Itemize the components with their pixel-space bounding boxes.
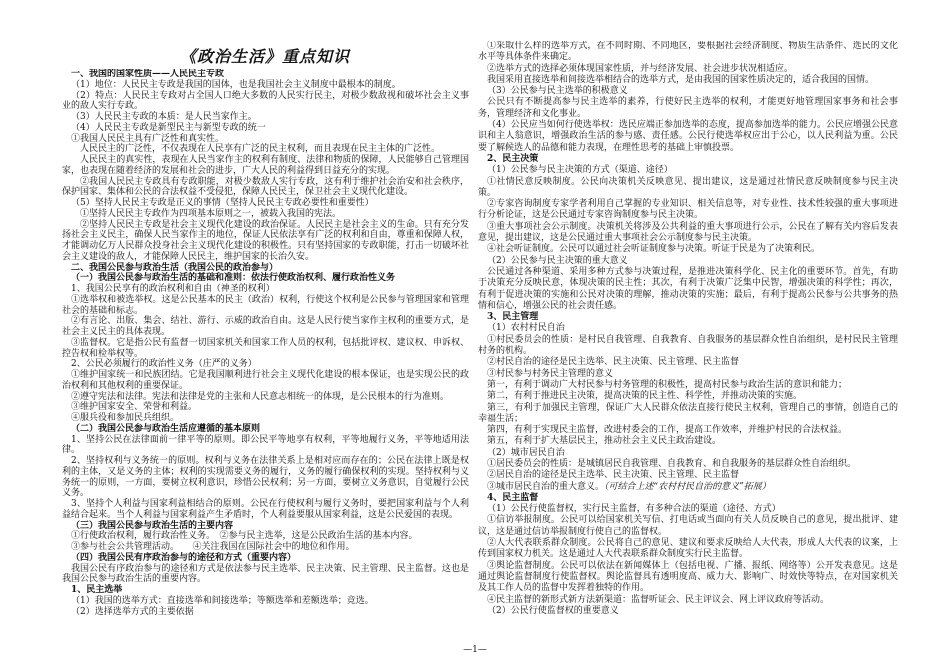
paragraph: （2）特点：人民民主专政对占全国人口绝大多数的人民实行民主，对极少数敌视和破坏社会主义事业的敌人实行专政。 <box>62 90 469 112</box>
topic-heading: 3、民主管理 <box>487 312 539 323</box>
sub-paragraph: ①坚持人民民主专政作为四项基本原则之一，被载入我国的宪法。 <box>80 208 342 219</box>
paragraph: （1）我国的选举方式：直接选举和间接选举；等额选举和差额选举；竞选。 <box>71 595 374 606</box>
paragraph: 我国采用直接选举和间接选举相结合的选举方式，是由我国的国家性质决定的，适合我国的国情。 <box>487 74 875 85</box>
page-number: —1— <box>463 645 487 655</box>
paragraph: 3、坚持个人利益与国家利益相结合的原则。公民在行使权利与履行义务时，要把国家利益与个人利益结合起来。当个人利益与国家利益产生矛盾时，个人利益要服从国家利益，这是公民爱国的表现。 <box>62 499 469 520</box>
paragraph: ①采取什么样的选举方式，在不同时期、不同地区，要根据社会经济制度、物质生活条件、选民的文化水平等具体条件来确定。 <box>478 41 898 63</box>
paragraph: （5）坚持人民民主专政是正义的事情（坚持人民民主专政必要性和重要性） <box>71 198 374 208</box>
sub-paragraph: 人民民主的真实性，表现在人民当家作主的权利有制度、法律和物质的保障，人民能够自己管理国家，也表现在随着经济的发展和社会的进步，广大人民的利益得到日益充分的实现。 <box>62 155 469 176</box>
paragraph: ④社会听证制度。公民可以通过社会听证制度参与决策。听证于民是为了决策利民。 <box>487 244 821 255</box>
paragraph: ②村民自治的途径是民主选举、民主决策、民主管理、民主监督 <box>487 357 740 368</box>
paragraph: （2）公民参与民主决策的重大意义 <box>487 255 628 266</box>
paragraph: （1）公民参与民主决策的方式（渠道、途径） <box>487 165 673 176</box>
paragraph-note: （可结合上述“农村村民自治的意义”拓展） <box>604 481 771 492</box>
paragraph: ①社情民意反映制度。公民向决策机关反映意见、提出建议，这是通过社情民意反映制度参与民主决策。 <box>478 176 898 198</box>
paragraph: ②人大代表联系群众制度。公民将自己的意见、建议和要求反映给人大代表，形成人大代表的议案，上传到国家权力机关。这是通过人大代表联系群众制度实行民主监督。 <box>478 538 898 560</box>
topic-heading: 2、民主决策 <box>487 153 539 164</box>
paragraph: ②选举方式的选择必须体现国家性质，并与经济发展、社会进步状况相适应。 <box>487 63 794 74</box>
paragraph: ②遵守宪法和法律。宪法和法律是党的主张和人民意志相统一的体现，是公民根本的行为准则。 <box>71 391 450 402</box>
paragraph: 2、公民必须履行的政治性义务（庄严的义务） <box>71 359 257 370</box>
paragraph: （4）公民应当如何行使选举权：选民应端正参加选举的态度，提高参加选举的能力。公民应增强公民意识和主人翁意识，增强政治生活的参与感、责任感。公民行使选举权应出于公心，以人民利益为重。公民要了解候选人的品德和能力表现，在理性思考的基础上审慎投票。 <box>478 120 898 153</box>
paragraph: ③村民参与村务民主管理的意义 <box>487 368 614 379</box>
paragraph: 第三，有利于加强民主管理，保证广大人民群众依法直接行使民主权利，管理自己的事情，创造自己的幸福生活； <box>478 402 898 424</box>
paragraph: （1）地位：人民民主专政是我国的国体，也是我国社会主义制度中最根本的制度。 <box>71 79 401 90</box>
paragraph: （1）农村村民自治 <box>487 323 565 334</box>
paragraph: （3）人民民主专政的本质：是人民当家作主。 <box>71 112 257 122</box>
topic-heading: 4、民主监督 <box>487 492 539 503</box>
topic-heading: 1、民主选举 <box>71 585 123 595</box>
paragraph: 第五，有利于扩大基层民主，推动社会主义民主政治建设。 <box>487 436 722 447</box>
paragraph: ③舆论监督制度。公民可以依法在新闻媒体上（包括电视、广播、报纸、网络等）公开发表意见。这是通过舆论监督制度行使监督权。舆论监督具有透明度高、威力大、影响广、时效快等特点，在对国家机关及其工作人员的监督中发挥着独特的作用。 <box>478 560 898 594</box>
left-column <box>62 69 469 621</box>
paragraph: （1）公民行使监督权，实行民主监督，有多种合法的渠道（途径、方式） <box>487 504 781 515</box>
subsection-heading: （三）我国公民参与政治生活的主要内容 <box>71 520 234 531</box>
paragraph: （2）选择选举方式的主要依据 <box>71 606 194 617</box>
paragraph: ①维护国家统一和民族团结。它是我国顺利进行社会主义现代化建设的根本保证，也是实现公民的政治权利和其他权利的重要保证。 <box>62 370 469 391</box>
paragraph: 2、坚持权利与义务统一的原则。权利与义务在法律关系上是相对应而存在的；公民在法律上既是权利的主体，又是义务的主体；权利的实现需要义务的履行，义务的履行确保权利的实现。坚持权利与义务统一的原则，一方面，要树立权利意识，珍惜公民权利；另一方面，要树立义务意识，自觉履行公民义务。 <box>62 456 469 499</box>
sub-paragraph: ②我国人民民主专政具有专政职能，对极少数敌人实行专政，这有利于维护社会治安和社会秩序，保护国家、集体和公民的合法权益不受侵犯，保障人民民主，保卫社会主义现代化建设。 <box>62 176 469 198</box>
paragraph: ③监督权。它是指公民有监督一切国家机关和国家工作人员的权利，包括批评权、建议权、申诉权、控告权和检举权等。 <box>62 337 469 359</box>
paragraph: 第四，有利于实现民主监督，改进村委会的工作，提高工作效率，并维护村民的合法权益。 <box>487 425 848 436</box>
document-title: 《政治生活》重点知识 <box>179 47 350 66</box>
paragraph: ②有言论、出版、集会、结社、游行、示威的政治自由。这是人民行使当家作主权利的重要方式，是社会主义民主的具体表现。 <box>62 316 469 337</box>
subsection-heading: （二）我国公民参与政治生活应遵循的基本原则 <box>71 423 261 434</box>
paragraph: ④服兵役和参加民兵组织。 <box>71 413 180 423</box>
paragraph: （4）人民民主专政是新型民主与新型专政的统一 <box>71 122 266 133</box>
paragraph: 我国公民有序政治参与的途径和方式是依法参与民主选举、民主决策、民主管理、民主监督。这也是我国公民参与政治生活的重要内容。 <box>62 563 469 585</box>
paragraph: ③参与社会公共管理活动。 ④关注我国在国际社会中的地位和作用。 <box>71 542 355 552</box>
paragraph-text: ③城市居民自治的重大意义。 <box>487 481 605 492</box>
paragraph: ①行使政治权利，履行政治性义务。 ②参与民主选举，这是公民政治生活的基本内容。 <box>71 531 418 542</box>
right-column <box>478 41 898 621</box>
paragraph: 1、我国公民享有的政治权利和自由（神圣的权利） <box>71 284 275 294</box>
paragraph: （3）公民参与民主选举的积极意义 <box>487 86 628 97</box>
paragraph: 1、坚持公民在法律面前一律平等的原则。即公民平等地享有权利，平等地履行义务，平等地适用法律。 <box>62 434 469 456</box>
paragraph <box>478 482 898 493</box>
sub-paragraph: 人民民主的广泛性，不仅表现在人民享有广泛的民主权利，而且表现在民主主体的广泛性。 <box>80 144 441 155</box>
subsection-heading: （四）我国公民有序政治参与的途径和方式（重要内容） <box>71 552 297 563</box>
paragraph: 第一，有利于调动广大村民参与村务管理的积极性，提高村民参与政治生活的意识和能力； <box>487 379 848 390</box>
section-heading: 二、我国公民参与政治生活（我国公民的政治参与） <box>71 262 279 273</box>
paragraph: ①选举权和被选举权。这是公民基本的民主（政治）权利，行使这个权利是公民参与管理国家和管理社会的基础和标志。 <box>62 294 469 316</box>
paragraph: ①村民委员会的性质：是村民自我管理、自我教育、自我服务的基层群众性自治组织，是村民民主管理村务的机构。 <box>478 334 898 357</box>
paragraph: ③维护国家安全、荣誉和利益。 <box>71 402 198 413</box>
paragraph: ④民主监督的新形式新方法新渠道：监督听证会、民主评议会、网上评议政府等活动。 <box>487 594 830 605</box>
paragraph: ①信访举报制度。公民可以给国家机关写信、打电话或当面向有关人员反映自己的意见，提出批评、建议，这是通过信访举报制度行使自己的监督权。 <box>478 515 898 537</box>
paragraph: （2）城市居民自治 <box>487 447 565 458</box>
sub-paragraph: ②坚持人民民主专政是社会主义现代化建设的政治保证。人民民主是社会主义的生命。只有充分发扬社会主义民主，确保人民当家作主的地位，保证人民依法享有广泛的权利和自由，尊重和保障人权，才能调动亿万人民群众投身社会主义现代化建设的积极性。只有坚持国家的专政职能，打击一切破坏社会主义建设的敌人，才能保障人民民主，维护国家的长治久安。 <box>62 219 469 262</box>
subsection-heading: （一）我国公民参与政治生活的基础和准则：依法行使政治权利、履行政治性义务 <box>71 273 396 284</box>
paragraph: ①居民委员会的性质：是城镇居民自我管理、自我教育、和自我服务的基层群众性自治组织。 <box>487 458 857 469</box>
paragraph: 公民只有不断提高参与民主选举的素养，行使好民主选举的权利，才能更好地管理国家事务和社会事务，管理经济和文化事业。 <box>478 97 898 119</box>
paragraph: ③重大事项社会公示制度。决策机关将涉及公共利益的重大事项进行公示，公民在了解有关内容后发表意见，提出建议，这是公民通过重大事项社会公示制度参与民主决策。 <box>478 221 898 244</box>
paragraph: ①我国人民民主具有广泛性和真实性。 <box>71 133 225 144</box>
paragraph: 第二，有利于推进民主决策，提高决策的民主性、科学性，并推动决策的实施。 <box>487 391 803 402</box>
paragraph: ②居民自治的途径是民主选举、民主决策、民主管理、民主监督 <box>487 470 740 481</box>
paragraph: （2）公民行使监督权的重要意义 <box>487 605 619 616</box>
section-heading: 一、我国的国家性质——人民民主专政 <box>71 69 225 79</box>
paragraph: 公民通过各种渠道、采用多种方式参与决策过程，是推进决策科学化、民主化的重要环节。首先，有助于决策充分反映民意，体现决策的民主性；其次，有利于决策广泛集中民智，增强决策的科学性；再次，有利于促进决策的实施和公民对决策的理解，推动决策的实施；最后，有利于提高公民参与公共事务的热情和信心，增强公民的社会责任感。 <box>478 266 898 311</box>
paragraph: ②专家咨询制度专家学者利用自己掌握的专业知识、相关信息等，对专业性、技术性较强的重大事项进行分析论证，这是公民通过专家咨询制度参与民主决策。 <box>478 199 898 221</box>
